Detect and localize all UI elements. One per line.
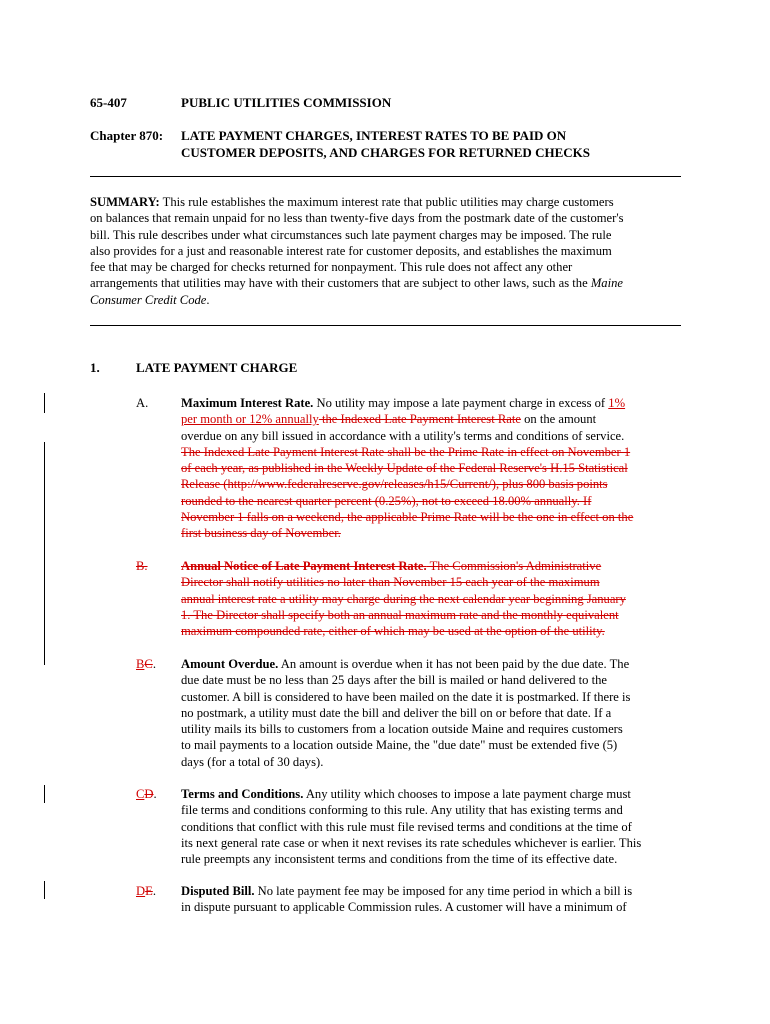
item-c-line-6: to mail payments to a location outside Maine, the "due date" must be extended five (5) (181, 738, 618, 753)
item-b-letter: B. (136, 559, 148, 573)
item-a-heading: Maximum Interest Rate. (181, 396, 314, 410)
item-e-line-1: No late payment fee may be imposed for any time period in which a bill is (254, 884, 633, 898)
item-a-paragraph (181, 395, 686, 542)
item-a-line-1: No utility may impose a late payment charge in excess of (313, 396, 609, 410)
summary-line-1: This rule establishes the maximum interest rate that public utilities may charge customers (159, 195, 614, 209)
item-a-inserted-1: 1% (608, 396, 626, 410)
item-b-line-4: 1. The Director shall specify both an annual maximum rate and the monthly equivalent (181, 607, 619, 622)
item-d-letter-inserted: C (136, 787, 145, 801)
item-d-line-5: rule preempts any inconsistent terms and conditions from the time of its effective date. (181, 852, 618, 867)
item-a-line-2: on the amount (520, 412, 597, 427)
item-b-line-3: annual interest rate a utility may charge during the next calendar year beginning January (181, 591, 626, 606)
item-a-deleted-line-2: of each year, as published in the Weekly Update of the Federal Reserve's H.15 Statistical (181, 461, 628, 476)
item-c-letter-dot: . (152, 657, 156, 671)
change-bar-d (44, 785, 45, 803)
chapter-label: Chapter 870: (90, 128, 164, 143)
header-divider (90, 176, 681, 177)
summary-italic-1: Maine (590, 276, 623, 291)
item-b-line-1: The Commission's Administrative (426, 559, 602, 573)
summary-line-6: arrangements that utilities may have with their customers that are subject to other laws, such as the (90, 276, 591, 291)
chapter-title-line-2: CUSTOMER DEPOSITS, AND CHARGES FOR RETURNED CHECKS (181, 145, 590, 160)
item-c-letter (136, 656, 156, 672)
item-d-paragraph (181, 786, 686, 867)
chapter-title-line-1: LATE PAYMENT CHARGES, INTEREST RATES TO BE PAID ON (181, 128, 567, 143)
item-c-line-1: An amount is overdue when it has not been paid by the due date. The (278, 657, 630, 671)
summary-italic-2: Consumer Credit Code (90, 292, 207, 307)
item-a-deleted-line-6: first business day of November. (181, 526, 341, 541)
item-c-letter-deleted: C (144, 657, 153, 671)
summary-line-4: also provides for a just and reasonable interest rate for customer deposits, and establishes the maximum (90, 243, 612, 258)
item-e-letter (136, 883, 156, 899)
change-bar-a2 (44, 442, 45, 665)
agency-name: PUBLIC UTILITIES COMMISSION (181, 95, 392, 110)
item-e-heading: Disputed Bill. (181, 884, 255, 898)
item-e-letter-inserted: D (136, 884, 146, 898)
item-a-inserted-2: per month or 12% annually (181, 412, 319, 427)
item-e-letter-dot: . (152, 884, 156, 898)
change-bar-e (44, 881, 45, 899)
summary-divider (90, 325, 681, 326)
item-d-heading: Terms and Conditions. (181, 787, 304, 801)
item-e-line-2: in dispute pursuant to applicable Commission rules. A customer will have a minimum of (181, 900, 627, 915)
section-title: LATE PAYMENT CHARGE (136, 360, 298, 375)
section-number: 1. (90, 360, 100, 375)
item-d-letter-dot: . (153, 787, 157, 801)
item-e-paragraph (181, 883, 686, 916)
item-a-deleted-line-5: November 1 falls on a weekend, the applicable Prime Rate will be the one in effect on the (181, 510, 634, 525)
item-a-deleted-line-3: Release (http://www.federalreserve.gov/releases/h15/Current/), plus 800 basis points (181, 477, 608, 492)
item-d-line-4: its next general rate case or when it next revises its rate schedules whichever is earlier. This (181, 835, 642, 850)
item-b-paragraph (181, 558, 686, 639)
item-d-line-3: conditions that conflict with this rule must file revised terms and conditions at the time of (181, 819, 632, 834)
summary-label: SUMMARY: (90, 195, 160, 209)
item-c-line-2: due date must be no less than 25 days after the bill is mailed or hand delivered to the (181, 673, 607, 688)
summary-line-2: on balances that remain unpaid for no less than twenty-five days from the postmark date of the customer's (90, 211, 624, 226)
summary-block (90, 194, 682, 308)
item-c-letter-inserted: B (136, 657, 145, 671)
item-d-letter (136, 786, 157, 802)
item-c-heading: Amount Overdue. (181, 657, 279, 671)
item-a-deleted-line-1: The Indexed Late Payment Interest Rate shall be the Prime Rate in effect on November 1 (181, 444, 631, 459)
summary-line-5: fee that may be charged for checks returned for nonpayment. This rule does not affect any other (90, 260, 573, 275)
change-bar-a1 (44, 393, 45, 413)
item-b-line-2: Director shall notify utilities no later than November 15 each year of the maximum (181, 575, 600, 590)
summary-line-3: bill. This rule describes under what circumstances such late payment charges may be imposed. The rule (90, 227, 612, 242)
item-c-line-5: utility mails its bills to customers from a location outside Maine and requires customers (181, 722, 623, 737)
item-d-line-1: Any utility which chooses to impose a late payment charge must (303, 787, 631, 801)
item-d-letter-deleted: D (144, 787, 154, 801)
item-a-line-3: overdue on any bill issued in accordance with a utility's terms and conditions of service. (181, 428, 625, 443)
item-c-line-7: days (for a total of 30 days). (181, 754, 324, 769)
item-c-line-3: customer. A bill is considered to have been mailed on the date it is postmarked. If there is (181, 689, 631, 704)
item-e-letter-deleted: E (145, 884, 153, 898)
item-c-line-4: no postmark, a utility must date the bill and deliver the bill on or before that date. If a (181, 705, 612, 720)
item-a-deleted-1: the Indexed Late Payment Interest Rate (318, 412, 521, 427)
item-d-line-2: file terms and conditions conforming to this rule. Any utility that has existing terms and (181, 803, 623, 818)
item-b-heading: Annual Notice of Late Payment Interest Rate. (181, 559, 427, 573)
rule-number: 65-407 (90, 95, 127, 110)
item-a-letter: A. (136, 396, 149, 410)
item-a-deleted-line-4: rounded to the nearest quarter percent (0.25%), not to exceed 18.00% annually. If (181, 493, 592, 508)
item-b-line-5: maximum compounded rate, either of which may be used at the option of the utility. (181, 624, 605, 639)
summary-end: . (206, 292, 210, 307)
item-c-paragraph (181, 656, 686, 770)
